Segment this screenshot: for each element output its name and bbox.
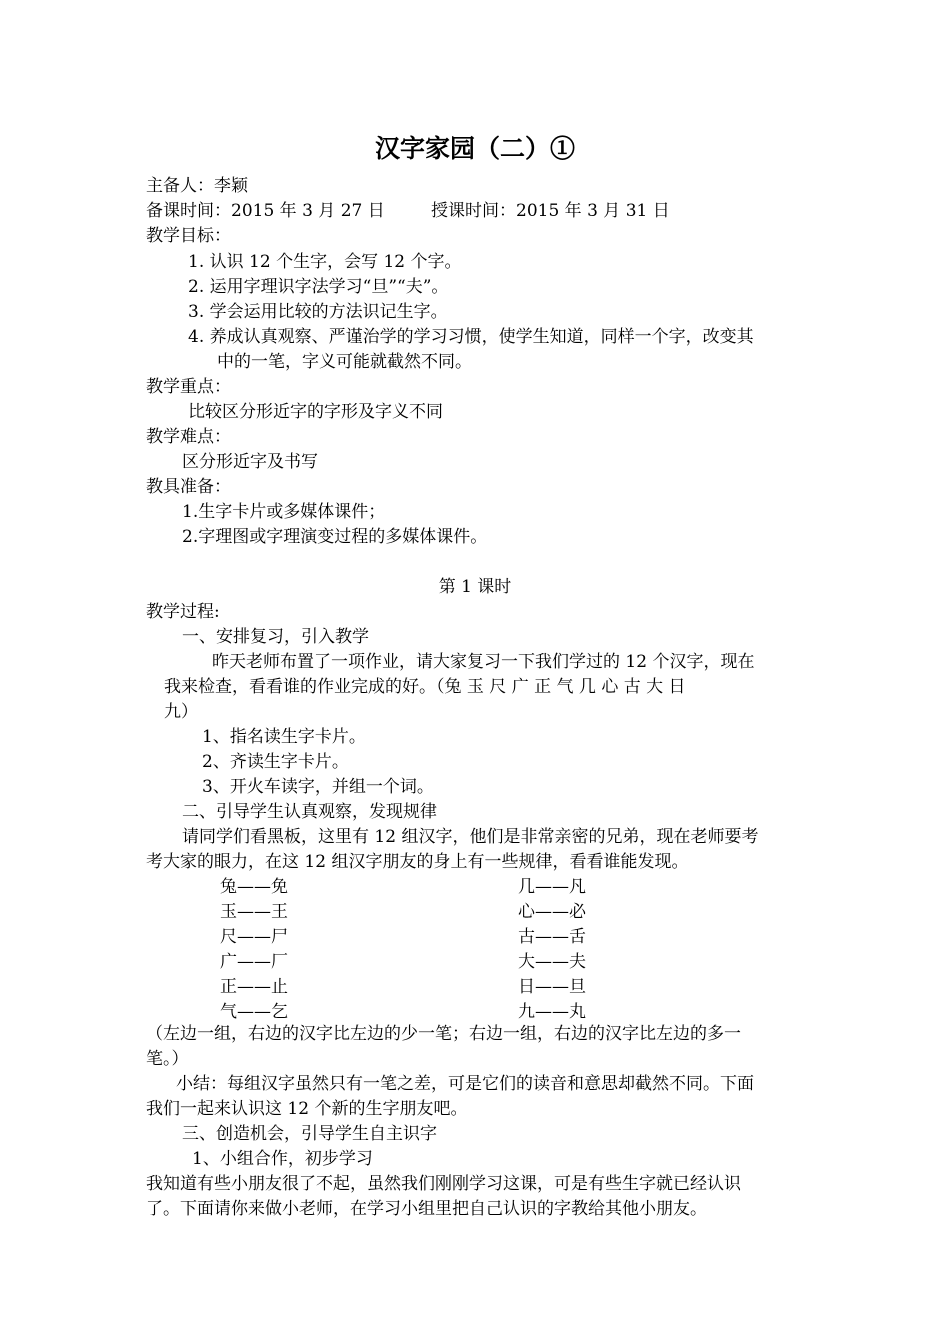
char-pair-right: 大——夫	[518, 952, 586, 972]
summary-line: 我们一起来认识这 12 个新的生字朋友吧。	[146, 1099, 468, 1119]
char-pair-right: 日——旦	[518, 977, 586, 997]
section-heading: 一、安排复习，引入教学	[182, 627, 369, 647]
char-pair-left: 尺——尸	[220, 927, 288, 947]
preparer: 主备人：李颖	[146, 176, 248, 196]
material-item: 1.生字卡片或多媒体课件；	[182, 502, 386, 522]
process-heading: 教学过程:	[146, 602, 220, 622]
key-points-heading: 教学重点：	[146, 377, 231, 397]
char-pair-right: 九——丸	[518, 1002, 586, 1022]
section-heading: 二、引导学生认真观察，发现规律	[182, 802, 437, 822]
objective-item: 2. 运用字理识字法学习“旦”“夫”。	[188, 277, 449, 297]
objective-item: 3. 学会运用比较的方法识记生字。	[188, 302, 448, 322]
char-pair-left: 广——厂	[220, 952, 288, 972]
page-title: 汉字家园（二）①	[374, 134, 575, 163]
paragraph-line: 九）	[164, 702, 198, 722]
step-item: 3、开火车读字，并组一个词。	[202, 777, 434, 797]
subsection-heading: 1、小组合作，初步学习	[192, 1149, 373, 1169]
char-pair-right: 几——凡	[518, 877, 586, 897]
paragraph-line: 请同学们看黑板，这里有 12 组汉字，他们是非常亲密的兄弟，现在老师要考	[182, 827, 759, 847]
section-heading: 三、创造机会，引导学生自主识字	[182, 1124, 437, 1144]
step-item: 2、齐读生字卡片。	[202, 752, 349, 772]
note-line: （左边一组，右边的汉字比左边的少一笔；右边一组，右边的汉字比左边的多一	[146, 1024, 741, 1044]
char-pair-left: 玉——王	[220, 902, 288, 922]
prep-date: 备课时间：2015 年 3 月 27 日	[146, 201, 385, 221]
difficulties-heading: 教学难点：	[146, 427, 231, 447]
key-points-text: 比较区分形近字的字形及字义不同	[188, 402, 443, 422]
paragraph-line: 我知道有些小朋友很了不起，虽然我们刚刚学习这课，可是有些生字就已经认识	[146, 1174, 741, 1194]
paragraph-line: 了。下面请你来做小老师，在学习小组里把自己认识的字教给其他小朋友。	[146, 1199, 707, 1219]
summary-line: 小结：每组汉字虽然只有一笔之差，可是它们的读音和意思却截然不同。下面	[176, 1074, 754, 1094]
step-item: 1、指名读生字卡片。	[202, 727, 366, 747]
objective-item: 1. 认识 12 个生字，会写 12 个字。	[188, 252, 462, 272]
teach-date: 授课时间：2015 年 3 月 31 日	[431, 201, 670, 221]
note-line: 笔。）	[146, 1049, 189, 1069]
paragraph-line: 考大家的眼力，在这 12 组汉字朋友的身上有一些规律，看看谁能发现。	[146, 852, 689, 872]
lesson-label: 第 1 课时	[438, 577, 512, 597]
char-pair-left: 兔——免	[220, 877, 288, 897]
materials-heading: 教具准备：	[146, 477, 231, 497]
objective-item: 4. 养成认真观察、严谨治学的学习习惯，使学生知道，同样一个字，改变其	[188, 327, 754, 347]
paragraph-line: 我来检查，看看谁的作业完成的好。（兔 玉 尺 广 正 气 几 心 古 大 日	[164, 677, 686, 697]
material-item: 2.字理图或字理演变过程的多媒体课件。	[182, 527, 488, 547]
objective-item-continued: 中的一笔，字义可能就截然不同。	[217, 352, 472, 372]
paragraph-line: 昨天老师布置了一项作业，请大家复习一下我们学过的 12 个汉字，现在	[212, 652, 755, 672]
char-pair-left: 气——乞	[220, 1002, 288, 1022]
objectives-heading: 教学目标：	[146, 226, 231, 246]
char-pair-right: 古——舌	[518, 927, 586, 947]
char-pair-left: 正——止	[220, 977, 288, 997]
difficulties-text: 区分形近字及书写	[182, 452, 318, 472]
char-pair-right: 心——必	[518, 902, 586, 922]
